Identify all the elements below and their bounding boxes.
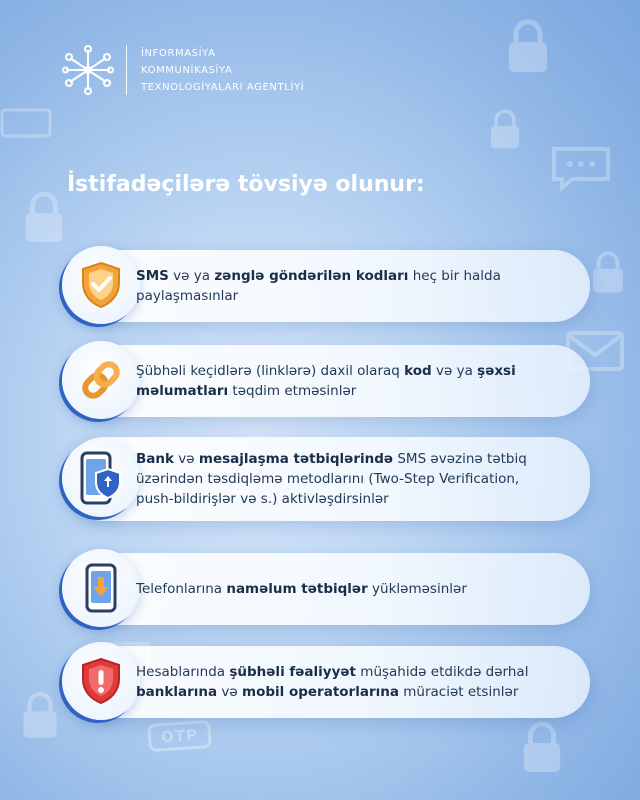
tip-text-emphasis: Bank: [136, 451, 174, 467]
tip-text-segment: və ya: [431, 363, 478, 379]
tip-text-segment: heç bir halda paylaşmasınlar: [136, 268, 501, 304]
tip-text-emphasis: kod: [404, 363, 432, 379]
tip-card-4: [66, 553, 590, 625]
tip-text-segment: və: [217, 684, 242, 700]
tip-icon-badge: [62, 439, 140, 517]
tip-text-segment: müraciət etsinlər: [398, 684, 519, 700]
tip-text: [136, 266, 560, 306]
background-lock-icon: [22, 190, 66, 244]
page-title: İstifadəçilərə tövsiyə olunur:: [67, 172, 425, 197]
network-logo-icon: [62, 44, 114, 96]
tip-text-emphasis: şübhəli fəaliyyət: [229, 664, 356, 680]
tip-text-emphasis: mesajlaşma tətbiqlərində: [198, 451, 394, 467]
tip-text-segment: Telefonlarına: [136, 581, 227, 597]
agency-name: [141, 45, 304, 96]
tip-icon-badge: [62, 549, 140, 627]
tip-text-segment: SMS əvəzinə tətbiq üzərindən təsdiqləmə metodlarını (Two-Step Verification, push-bildirişlər və s.) aktivləşdirsinlər: [136, 451, 527, 507]
agency-name-line-3: TEXNOLOGİYALARI AGENTLİYİ: [141, 81, 305, 93]
tip-text-segment: müşahidə etdikdə dərhal: [356, 664, 529, 680]
tip-text-emphasis: şəxsi məlumatları: [136, 363, 516, 399]
tip-card-5: [66, 646, 590, 718]
tip-text-emphasis: zənglə göndərilən kodları: [214, 268, 409, 284]
tip-text: [136, 361, 560, 401]
background-lock-icon: [505, 18, 551, 74]
tip-card-3: [66, 437, 590, 521]
tip-text-emphasis: naməlum tətbiqlər: [226, 581, 368, 597]
tip-text: [136, 662, 560, 702]
tip-text-segment: və: [174, 451, 199, 467]
tip-text-segment: Hesablarında: [136, 664, 230, 680]
tip-icon-badge: [62, 642, 140, 720]
tip-text-segment: Şübhəli keçidlərə (linklərə) daxil olaraq: [136, 363, 405, 379]
background-lock-icon: [488, 108, 522, 150]
background-otp-badge: OTP: [148, 722, 211, 750]
background-lock-icon: [20, 690, 60, 740]
agency-name-line-2: KOMMUNİKASİYA: [141, 64, 233, 76]
tip-text: [136, 579, 560, 599]
tip-text-segment: yükləməsinlər: [367, 581, 467, 597]
background-window-icon: [0, 108, 52, 138]
agency-logo: [62, 44, 304, 96]
logo-divider: [126, 45, 127, 95]
tip-text-emphasis: SMS: [136, 268, 169, 284]
tip-card-1: [66, 250, 590, 322]
phone-shield-icon: [78, 451, 124, 505]
tip-text: [136, 449, 560, 509]
tip-text-segment: təqdim etməsinlər: [228, 383, 357, 399]
warning-shield-icon: [79, 657, 123, 705]
chain-link-icon: [78, 357, 124, 403]
tip-text-segment: və ya: [168, 268, 215, 284]
background-lock-icon: [520, 720, 564, 774]
tip-text-emphasis: banklarına: [136, 684, 218, 700]
tip-card-2: [66, 345, 590, 417]
tip-icon-badge: [62, 341, 140, 419]
phone-download-icon: [84, 563, 118, 613]
background-chat-icon: [550, 145, 612, 191]
agency-name-line-1: İNFORMASİYA: [141, 47, 216, 59]
shield-check-icon: [79, 261, 123, 309]
tip-text-emphasis: mobil operatorlarına: [242, 684, 399, 700]
tip-icon-badge: [62, 246, 140, 324]
background-lock-icon: [590, 250, 626, 294]
